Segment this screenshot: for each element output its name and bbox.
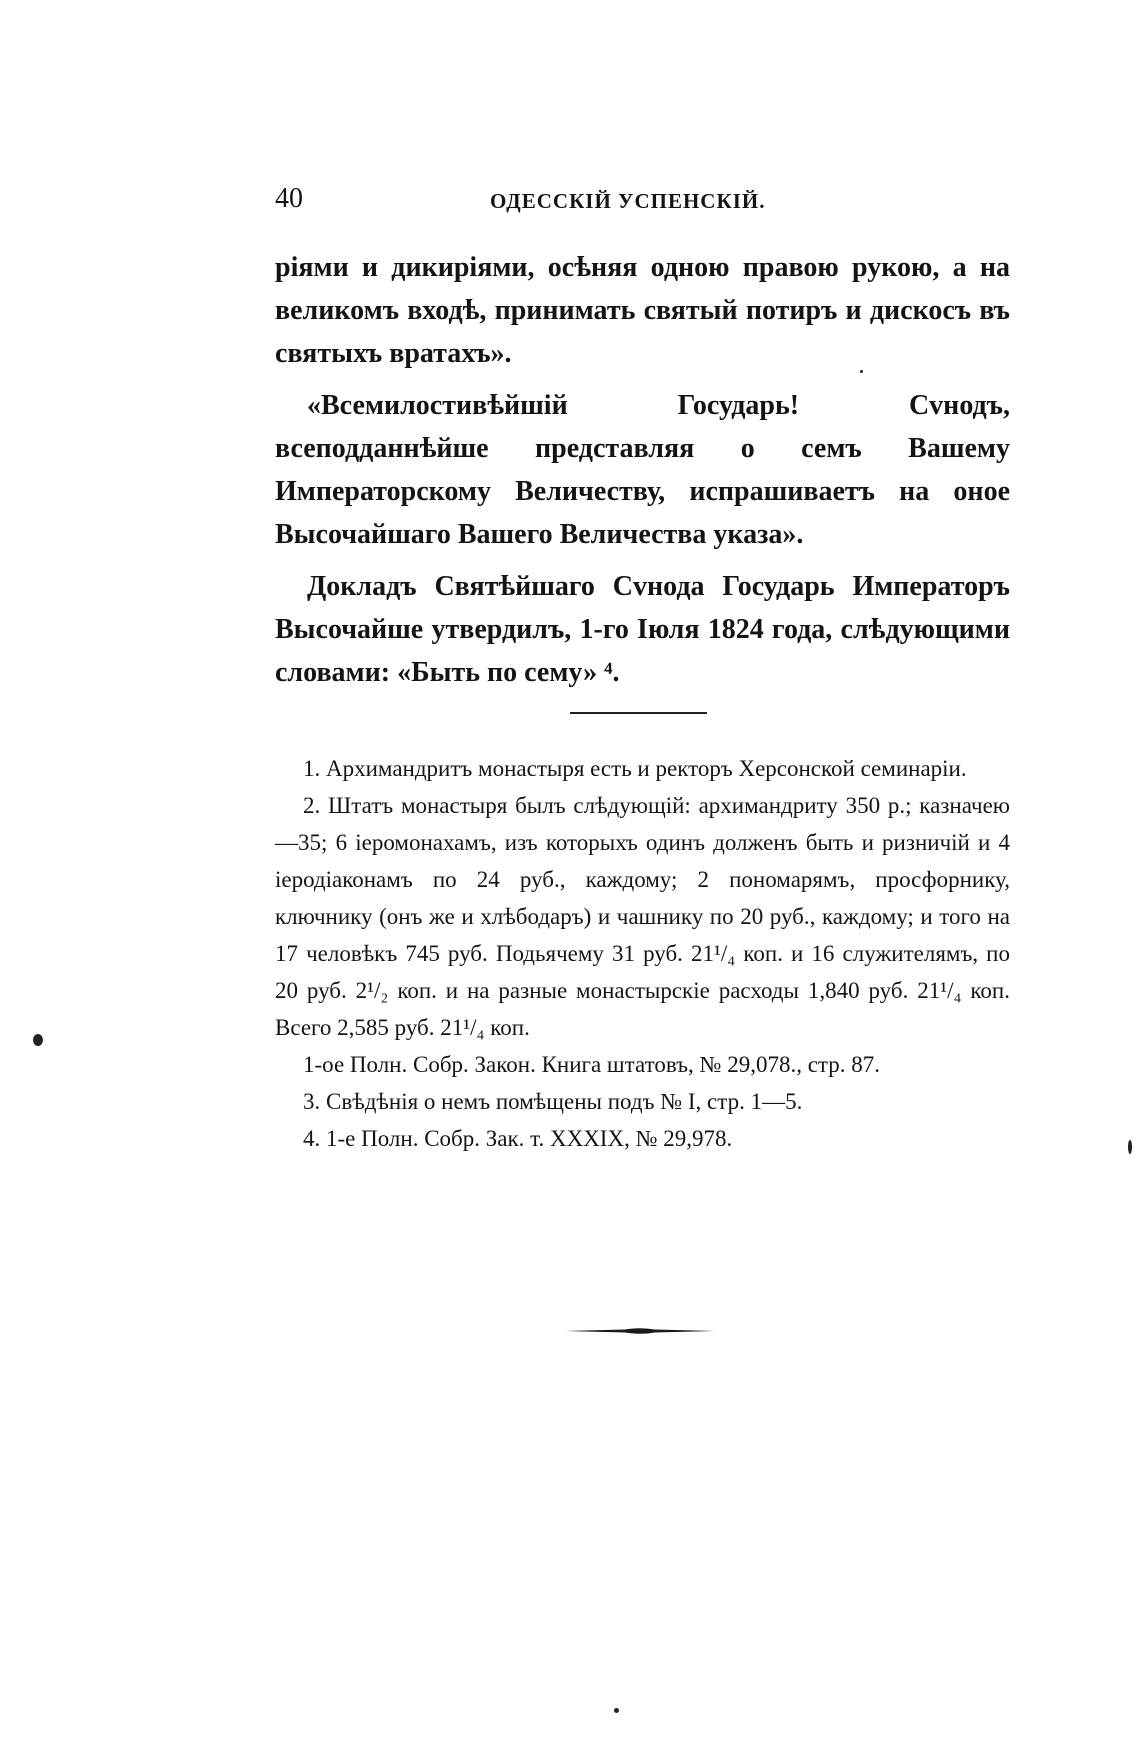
footnote-2: 2. Штатъ монастыря былъ слѣдующій: архимандриту 350 р.; казначею—35; 6 іеромонахамъ, изъ которыхъ одинъ долженъ быть и ризничій и 4 іеродіаконамъ по 24 руб., каждому; 2 пономарямъ, просфорнику, ключнику (онъ же и хлѣбодаръ) и чашнику по 20 руб., каждому; и того на 17 человѣкъ 745 руб. Подьячему 31 руб. 21¹/₄ коп. и 16 служителямъ, по 20 руб. 2¹/₂ коп. и на разные монастырскіе расходы 1,840 руб. 21¹/₄ коп. Всего 2,585 руб. 21¹/₄ коп.: [275, 793, 1010, 1040]
page-number: 40: [275, 183, 303, 214]
running-title: ОДЕССКІЙ УСПЕНСКІЙ.: [490, 189, 766, 213]
print-speck: [1128, 1140, 1132, 1154]
footnote-2-source: 1-ое Полн. Собр. Закон. Книга штатовъ, № 29,078., стр. 87.: [303, 1052, 880, 1077]
main-text: [275, 246, 1010, 694]
paragraph-synod-address: «Всемилостивѣйшій Государь! Сvнодъ, всеподданнѣйше представляя о семъ Вашему Императорскому Величеству, испрашиваетъ на оное Высочайшаго Вашего Величества указа».: [275, 390, 1010, 550]
footnote-separator: [570, 712, 707, 714]
page-header: [275, 183, 1010, 223]
footnote-4: 4. 1-е Полн. Собр. Зак. т. XXXIX, № 29,978.: [303, 1126, 733, 1151]
print-speck: [614, 1708, 619, 1713]
paragraph-continuation: ріями и дикиріями, осѣняя одною правою рукою, а на великомъ входѣ, принимать святый потиръ и дискосъ въ святыхъ вратахъ».: [275, 252, 1010, 369]
end-of-chapter-rule-icon: [565, 1325, 715, 1337]
print-speck: [33, 1034, 43, 1046]
footnotes: [275, 750, 1010, 1157]
footnote-1: 1. Архимандритъ монастыря есть и ректоръ Херсонской семинаріи.: [303, 756, 967, 781]
print-speck: [860, 370, 863, 373]
footnote-3: 3. Свѣдѣнія о немъ помѣщены подъ № I, стр. 1—5.: [303, 1089, 803, 1114]
paragraph-report-approval: Докладъ Святѣйшаго Сvнода Государь Императоръ Высочайше утвердилъ, 1-го Іюля 1824 года, слѣдующими словами: «Быть по сему» ⁴.: [275, 571, 1010, 688]
